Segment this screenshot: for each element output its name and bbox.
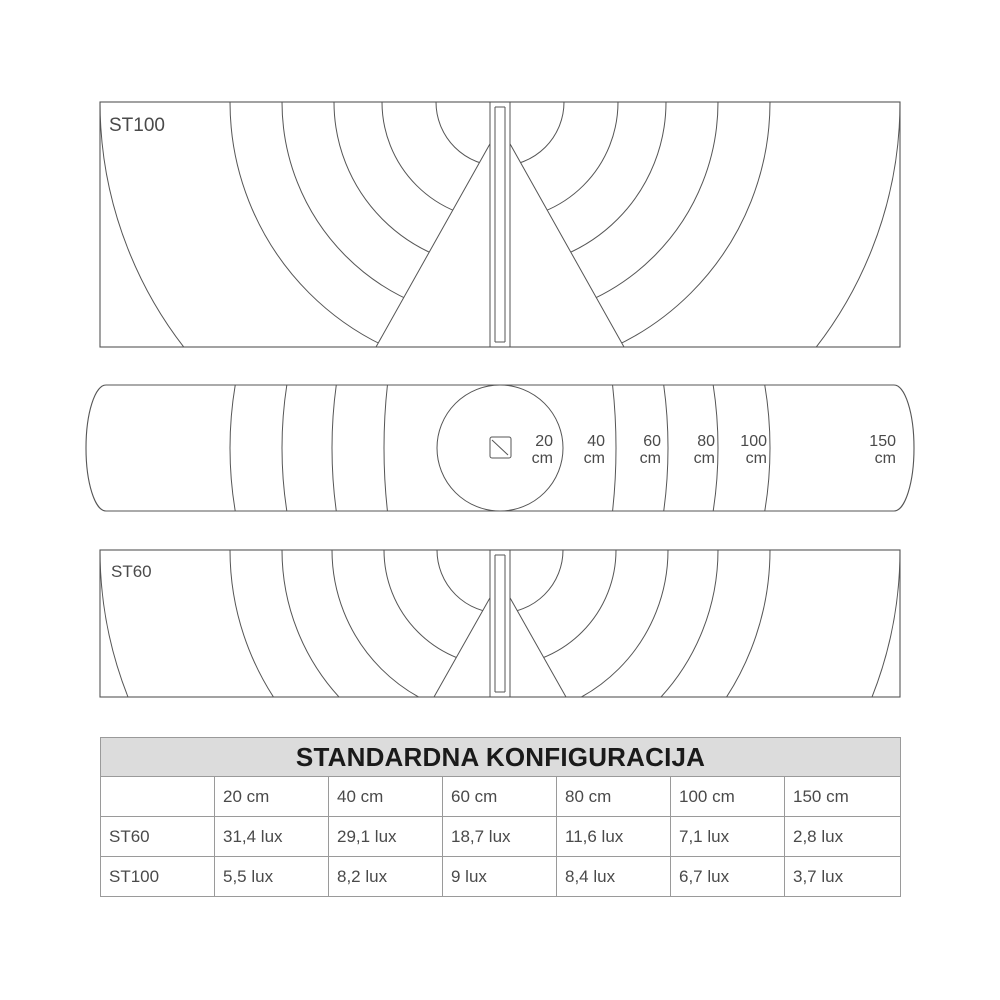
standard-configuration-table [100,737,901,897]
row-label: ST60 [101,817,215,857]
distance-labels [532,433,896,467]
fixture-top-icon [490,437,511,458]
table-cell: 11,6 lux [557,817,671,857]
table-cell: 31,4 lux [215,817,329,857]
distance-unit: cm [639,450,661,467]
distance-unit: cm [874,450,896,467]
column-header: 40 cm [329,777,443,817]
table-cell: 8,2 lux [329,857,443,897]
left-beam-cone [376,142,491,347]
st100-fixture [490,102,510,347]
column-header: 60 cm [443,777,557,817]
table-cell: 8,4 lux [557,857,671,897]
table-cell: 5,5 lux [215,857,329,897]
table-cell: 29,1 lux [329,817,443,857]
right-beam-cone [509,142,624,347]
table-row [101,817,901,857]
st100-light-pattern-panel [0,0,1000,360]
table-cell: 2,8 lux [785,817,901,857]
st60-light-pattern-panel [0,540,1000,710]
distance-unit: cm [531,450,553,467]
distance-unit: cm [745,450,767,467]
st100-label: ST100 [109,115,165,136]
row-label: ST100 [101,857,215,897]
table-title: STANDARDNA KONFIGURACIJA [101,738,901,777]
table-header-row [101,777,901,817]
table-cell: 18,7 lux [443,817,557,857]
table-cell: 9 lux [443,857,557,897]
distance-value: 80 [697,433,715,450]
distance-value: 100 [740,433,767,450]
table-row [101,857,901,897]
distance-unit: cm [693,450,715,467]
column-header: 80 cm [557,777,671,817]
right-beam-cone [509,596,566,697]
distance-value: 20 [535,433,553,450]
table-cell: 6,7 lux [671,857,785,897]
left-beam-cone [434,596,491,697]
distance-value: 60 [643,433,661,450]
column-header [101,777,215,817]
column-header: 100 cm [671,777,785,817]
st60-label: ST60 [111,562,152,581]
st60-fixture [490,550,510,697]
column-header: 150 cm [785,777,901,817]
distance-value: 40 [587,433,605,450]
column-header: 20 cm [215,777,329,817]
distance-value: 150 [869,433,896,450]
top-view-panel [0,380,1000,520]
table-cell: 7,1 lux [671,817,785,857]
distance-unit: cm [583,450,605,467]
table-cell: 3,7 lux [785,857,901,897]
